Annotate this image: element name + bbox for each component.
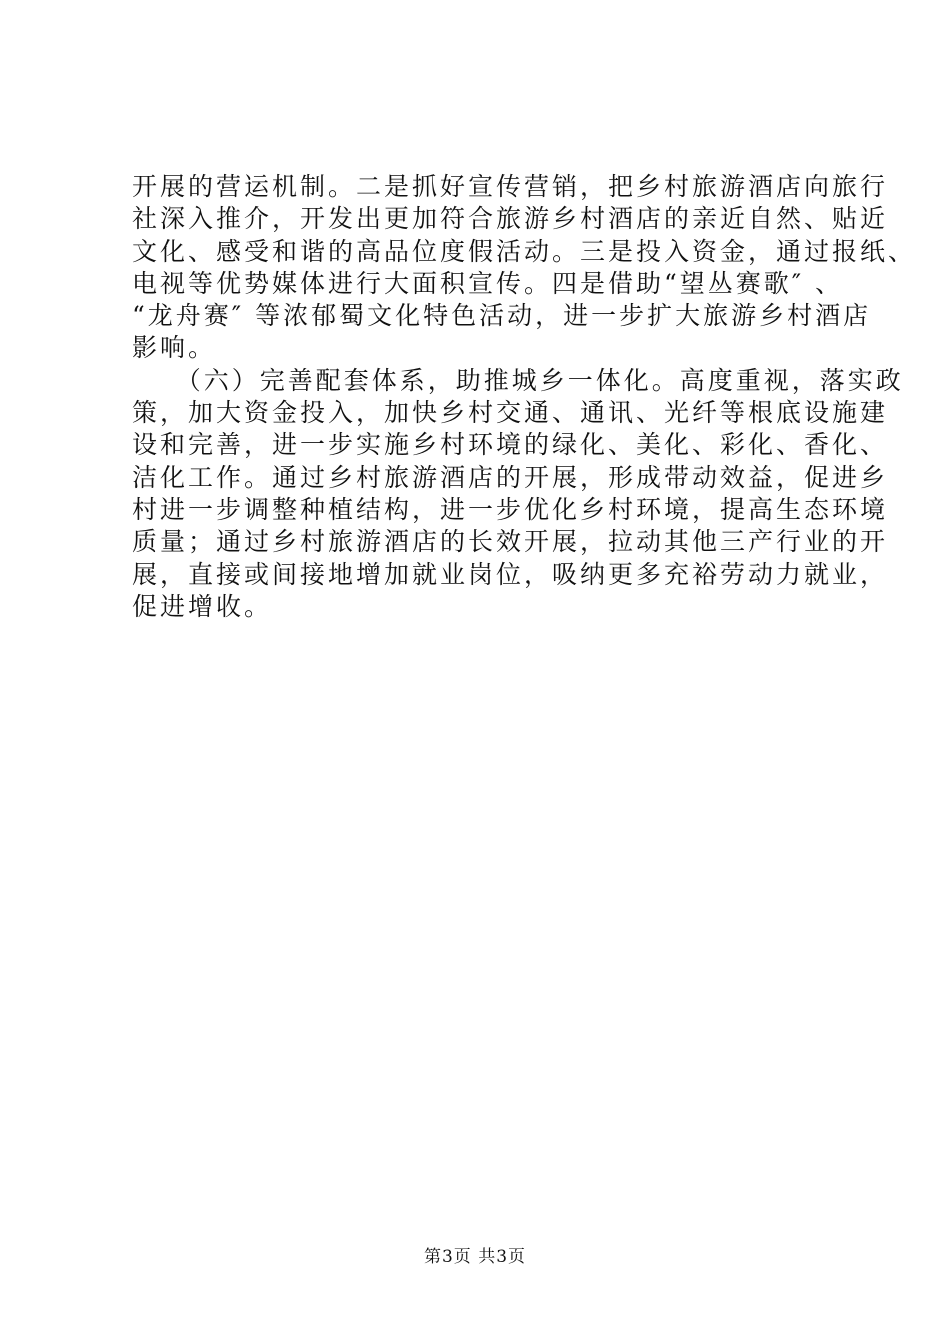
page-number-footer: 第3页 共3页 <box>423 1247 527 1267</box>
text-line: 展，直接或间接地增加就业岗位，吸纳更多充裕劳动力就业， <box>132 559 889 589</box>
text-line: 社深入推介，开发出更加符合旅游乡村酒店的亲近自然、贴近 <box>132 204 889 234</box>
text-line: 电视等优势媒体进行大面积宣传。四是借助“望丛赛歌″ 、 <box>132 268 844 298</box>
text-line: （六）完善配套体系，助推城乡一体化。高度重视，落实政 <box>132 365 904 395</box>
body-text <box>132 171 917 623</box>
text-line: 洁化工作。通过乡村旅游酒店的开展，形成带动效益，促进乡 <box>132 462 889 492</box>
text-line: 促进增收。 <box>132 591 273 621</box>
text-line: 影响。 <box>132 333 217 363</box>
text-line: 村进一步调整种植结构，进一步优化乡村环境，提高生态环境 <box>132 494 889 524</box>
text-line: 文化、感受和谐的高品位度假活动。三是投入资金，通过报纸、 <box>132 236 917 266</box>
text-line: “龙舟赛″ 等浓郁蜀文化特色活动，进一步扩大旅游乡村酒店 <box>132 301 872 331</box>
text-line: 质量；通过乡村旅游酒店的长效开展，拉动其他三产行业的开 <box>132 527 889 557</box>
text-line: 开展的营运机制。二是抓好宣传营销，把乡村旅游酒店向旅行 <box>132 172 889 201</box>
text-line: 设和完善，进一步实施乡村环境的绿化、美化、彩化、香化、 <box>132 430 889 460</box>
text-line: 策，加大资金投入，加快乡村交通、通讯、光纤等根底设施建 <box>132 398 889 428</box>
